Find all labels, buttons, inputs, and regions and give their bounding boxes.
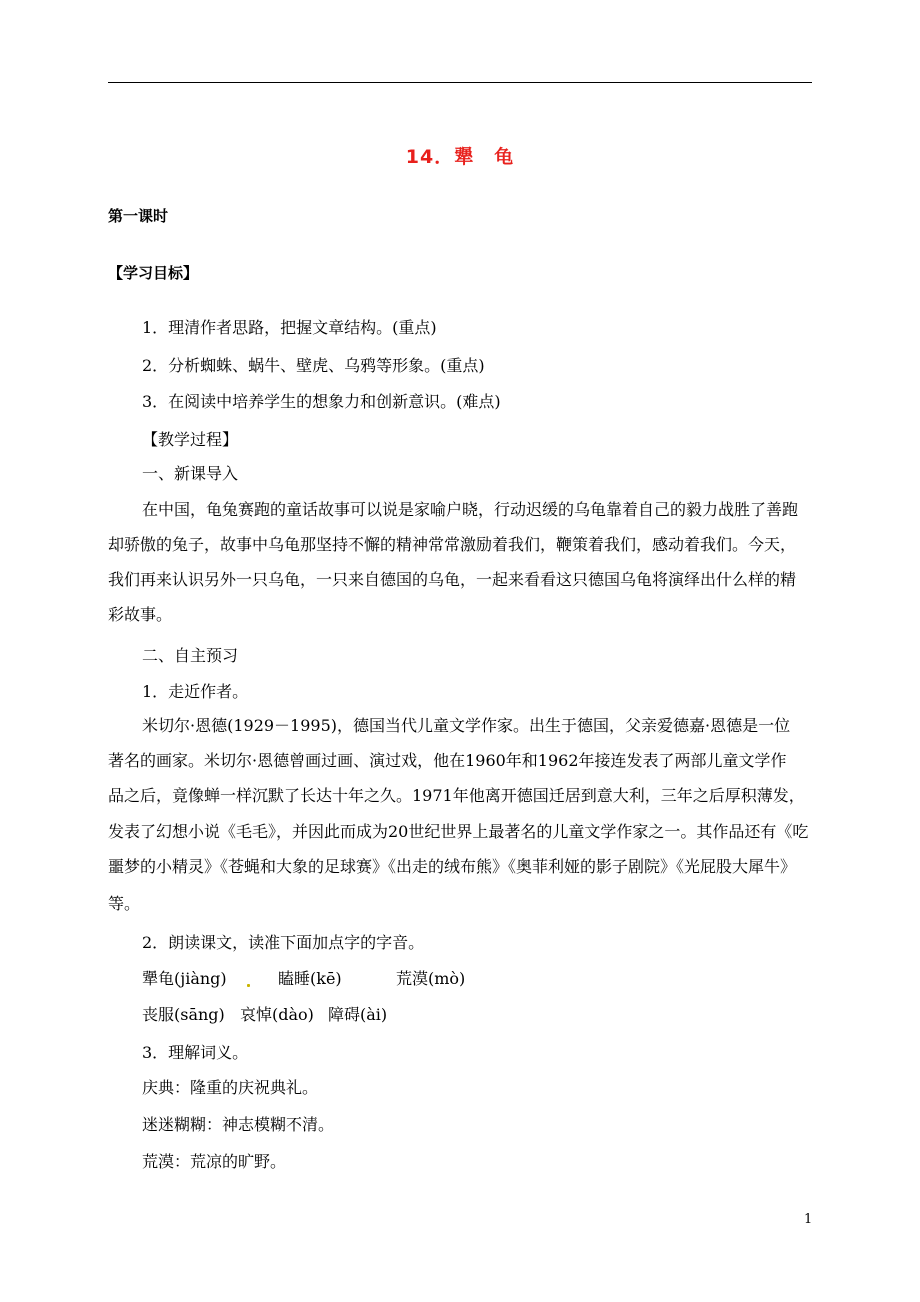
intro-line: 在中国，龟兔赛跑的童话故事可以说是家喻户晓，行动迟缓的乌龟靠着自己的毅力战胜了善跑 bbox=[142, 500, 799, 519]
header-rule bbox=[108, 82, 812, 83]
author-line: 品之后，竟像蝉一样沉默了长达十年之久。1971年他离开德国迁居到意大利，三年之后厚积薄发， bbox=[108, 786, 805, 805]
intro-line: 我们再来认识另外一只乌龟，一只来自德国的乌龟，一起来看看这只德国乌龟将演绎出什么样的精 bbox=[108, 570, 797, 589]
page-title: 14．犟 龟 bbox=[405, 146, 515, 168]
section-heading-intro: 一、新课导入 bbox=[142, 464, 239, 483]
preview-item-1: 1．走近作者。 bbox=[142, 682, 249, 701]
author-line: 发表了幻想小说《毛毛》，并因此而成为20世纪世界上最著名的儿童文学作家之一。其作品还有《吃 bbox=[108, 822, 809, 841]
author-line: 噩梦的小精灵》《苍蝇和大象的足球赛》《出走的绒布熊》《奥菲利娅的影子剧院》《光屁股大犀牛》 bbox=[108, 857, 797, 876]
pronunciation-word: 丧服(sāng) bbox=[142, 1005, 225, 1024]
objective-item: 3．在阅读中培养学生的想象力和创新意识。(难点) bbox=[142, 392, 501, 411]
preview-item-2: 2．朗读课文，读准下面加点字的字音。 bbox=[142, 933, 425, 952]
pronunciation-word: 哀悼(dào) bbox=[240, 1005, 314, 1024]
page-number: 1 bbox=[804, 1212, 813, 1227]
vocab-entry: 迷迷糊糊：神志模糊不清。 bbox=[142, 1115, 335, 1134]
preview-item-3: 3．理解词义。 bbox=[142, 1043, 249, 1062]
section-heading-preview: 二、自主预习 bbox=[142, 646, 239, 665]
process-heading: 【教学过程】 bbox=[142, 430, 239, 449]
pronunciation-word: 荒漠(mò) bbox=[396, 969, 466, 988]
objectives-heading: 【学习目标】 bbox=[108, 264, 199, 282]
intro-line: 却骄傲的兔子，故事中乌龟那坚持不懈的精神常常激励着我们，鞭策着我们，感动着我们。今天， bbox=[108, 535, 797, 554]
pronunciation-word: 瞌睡(kē) bbox=[278, 969, 342, 988]
author-line: 等。 bbox=[108, 894, 141, 913]
pronunciation-word: 犟龟(jiàng) bbox=[142, 969, 227, 988]
pronunciation-word: 障碍(ài) bbox=[328, 1005, 388, 1024]
vocab-entry: 荒漠：荒凉的旷野。 bbox=[142, 1152, 287, 1171]
objective-item: 2．分析蜘蛛、蜗牛、壁虎、乌鸦等形象。(重点) bbox=[142, 356, 485, 375]
vocab-entry: 庆典：隆重的庆祝典礼。 bbox=[142, 1078, 319, 1097]
objective-item: 1．理清作者思路，把握文章结构。(重点) bbox=[142, 318, 437, 337]
lesson-label: 第一课时 bbox=[108, 207, 169, 225]
author-line: 米切尔·恩德(1929－1995)，德国当代儿童文学作家。出生于德国，父亲爱德嘉·恩德是一位 bbox=[142, 716, 791, 735]
emphasis-dot bbox=[247, 984, 250, 987]
intro-line: 彩故事。 bbox=[108, 605, 173, 624]
author-line: 著名的画家。米切尔·恩德曾画过画、演过戏，他在1960年和1962年接连发表了两部儿童文学作 bbox=[108, 751, 787, 770]
